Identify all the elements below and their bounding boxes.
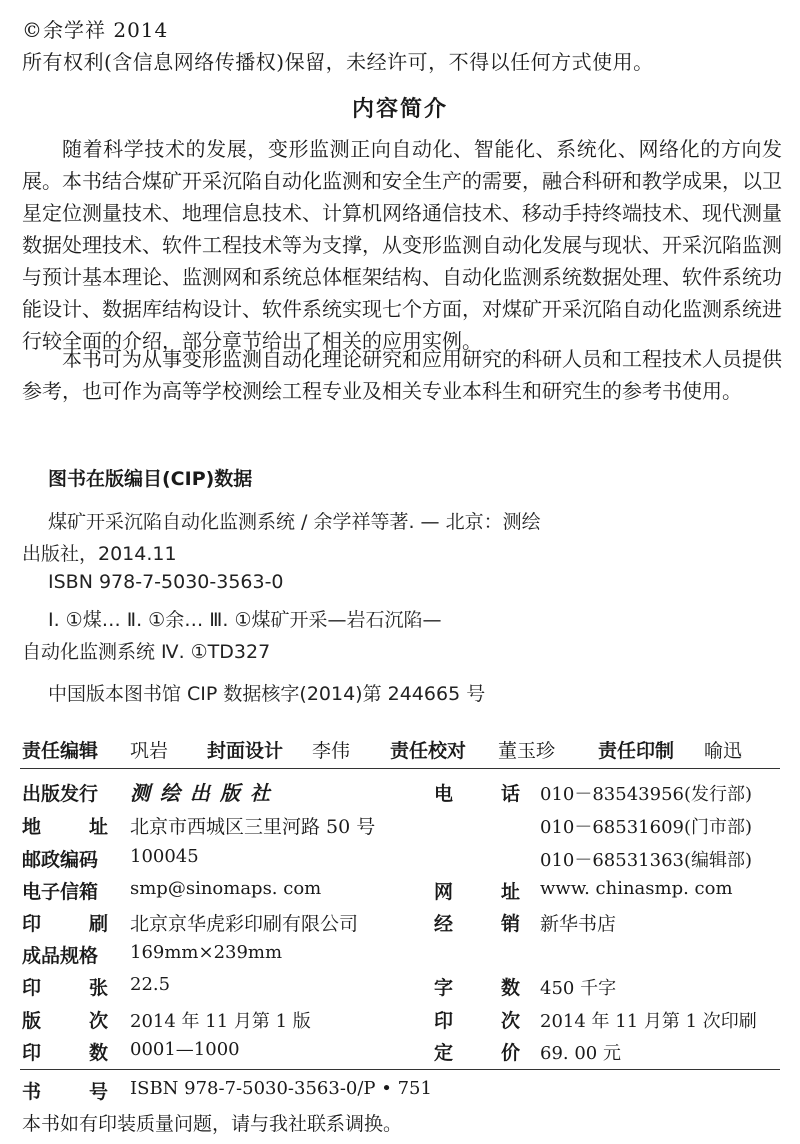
summary-paragraph-1: 随着科学技术的发展，变形监测正向自动化、智能化、系统化、网络化的方向发展。本书结合煤矿开采沉陷自动化监测和安全生产的需要，融合科研和教学成果，以卫星定位测量技术、地理信息技术、计算机网络通信技术、移动手持终端技术、现代测量数据处理技术、软件工程技术等为支撑，从变形监测自动化发展与现状、开采沉陷监测与预计基本理论、监测网和系统总体框架结构、自动化监测系统数据处理、软件系统功能设计、数据库结构设计、软件系统实现七个方面，对煤矿开采沉陷自动化监测系统进行较全面的介绍，部分章节给出了相关的应用实例。	[22, 137, 782, 353]
quality-notice: 本书如有印装质量问题，请与我社联系调换。	[22, 1113, 403, 1135]
print-run-label: 印 数	[22, 1042, 108, 1064]
address-label: 地 址	[22, 816, 108, 838]
phone-sales: 010－83543956(发行部)	[540, 784, 753, 805]
rights-statement: 所有权利(含信息网络传播权)保留，未经许可，不得以任何方式使用。	[22, 50, 654, 74]
isbn-value: ISBN 978-7-5030-3563-0/P • 751	[130, 1078, 432, 1099]
cip-record-number: 中国版本图书馆 CIP 数据核字(2014)第 244665 号	[48, 683, 486, 705]
format-value: 169mm×239mm	[130, 942, 283, 963]
proofreader-label: 责任校对	[390, 740, 467, 762]
summary-paragraph-2: 本书可为从事变形监测自动化理论研究和应用研究的科研人员和工程技术人员提供参考，也可作为高等学校测绘工程专业及相关专业本科生和研究生的参考书使用。	[22, 347, 782, 403]
distributor-label: 经 销	[434, 913, 520, 935]
editor-label: 责任编辑	[22, 740, 99, 762]
printer-value: 北京京华虎彩印刷有限公司	[130, 913, 359, 935]
website-value: www. chinasmp. com	[540, 878, 733, 899]
print-run-value: 0001—1000	[130, 1039, 240, 1060]
divider-top	[20, 768, 780, 769]
cover-designer-label: 封面设计	[207, 740, 284, 762]
word-count-label: 字 数	[434, 977, 520, 999]
impression-value: 2014 年 11 月第 1 次印刷	[540, 1011, 757, 1032]
cip-line-1: 煤矿开采沉陷自动化监测系统 / 余学祥等著. — 北京：测绘	[48, 511, 541, 533]
edition-label: 版 次	[22, 1010, 108, 1032]
price-value: 69. 00 元	[540, 1043, 621, 1064]
editor-name: 巩岩	[130, 740, 169, 762]
printer-label: 印 刷	[22, 913, 108, 935]
cip-line-5: 自动化监测系统 Ⅳ. ①TD327	[22, 641, 271, 663]
publisher-name: 测绘出版社	[130, 781, 280, 805]
proofreader-name: 董玉珍	[498, 740, 556, 762]
address-value: 北京市西城区三里河路 50 号	[130, 816, 376, 838]
cip-heading: 图书在版编目(CIP)数据	[48, 468, 253, 490]
impression-label: 印 次	[434, 1010, 520, 1032]
publisher-label: 出版发行	[22, 783, 99, 805]
phone-store: 010－68531609(门市部)	[540, 817, 753, 838]
cip-isbn: ISBN 978-7-5030-3563-0	[48, 571, 284, 593]
zip-label: 邮政编码	[22, 849, 99, 871]
divider-bottom	[20, 1069, 780, 1070]
phone-label: 电 话	[434, 783, 520, 805]
print-supervisor-name: 喻迅	[704, 740, 743, 762]
email-value: smp@sinomaps. com	[130, 878, 322, 899]
price-label: 定 价	[434, 1042, 520, 1064]
word-count-value: 450 千字	[540, 978, 617, 999]
copyright-line: ©余学祥 2014	[22, 18, 169, 42]
cip-line-2: 出版社，2014.11	[22, 543, 177, 565]
summary-title: 内容简介	[351, 97, 448, 122]
format-label: 成品规格	[22, 945, 99, 967]
print-supervisor-label: 责任印制	[598, 740, 675, 762]
sheets-label: 印 张	[22, 977, 108, 999]
isbn-label: 书 号	[22, 1081, 108, 1103]
zip-value: 100045	[130, 846, 199, 867]
sheets-value: 22.5	[130, 974, 171, 995]
distributor-value: 新华书店	[540, 913, 617, 935]
website-label: 网 址	[434, 881, 520, 903]
edition-value: 2014 年 11 月第 1 版	[130, 1011, 311, 1032]
cip-line-4: Ⅰ. ①煤… Ⅱ. ①余… Ⅲ. ①煤矿开采—岩石沉陷—	[48, 609, 442, 631]
cover-designer-name: 李伟	[312, 740, 351, 762]
email-label: 电子信箱	[22, 881, 99, 903]
phone-editorial: 010－68531363(编辑部)	[540, 850, 753, 871]
